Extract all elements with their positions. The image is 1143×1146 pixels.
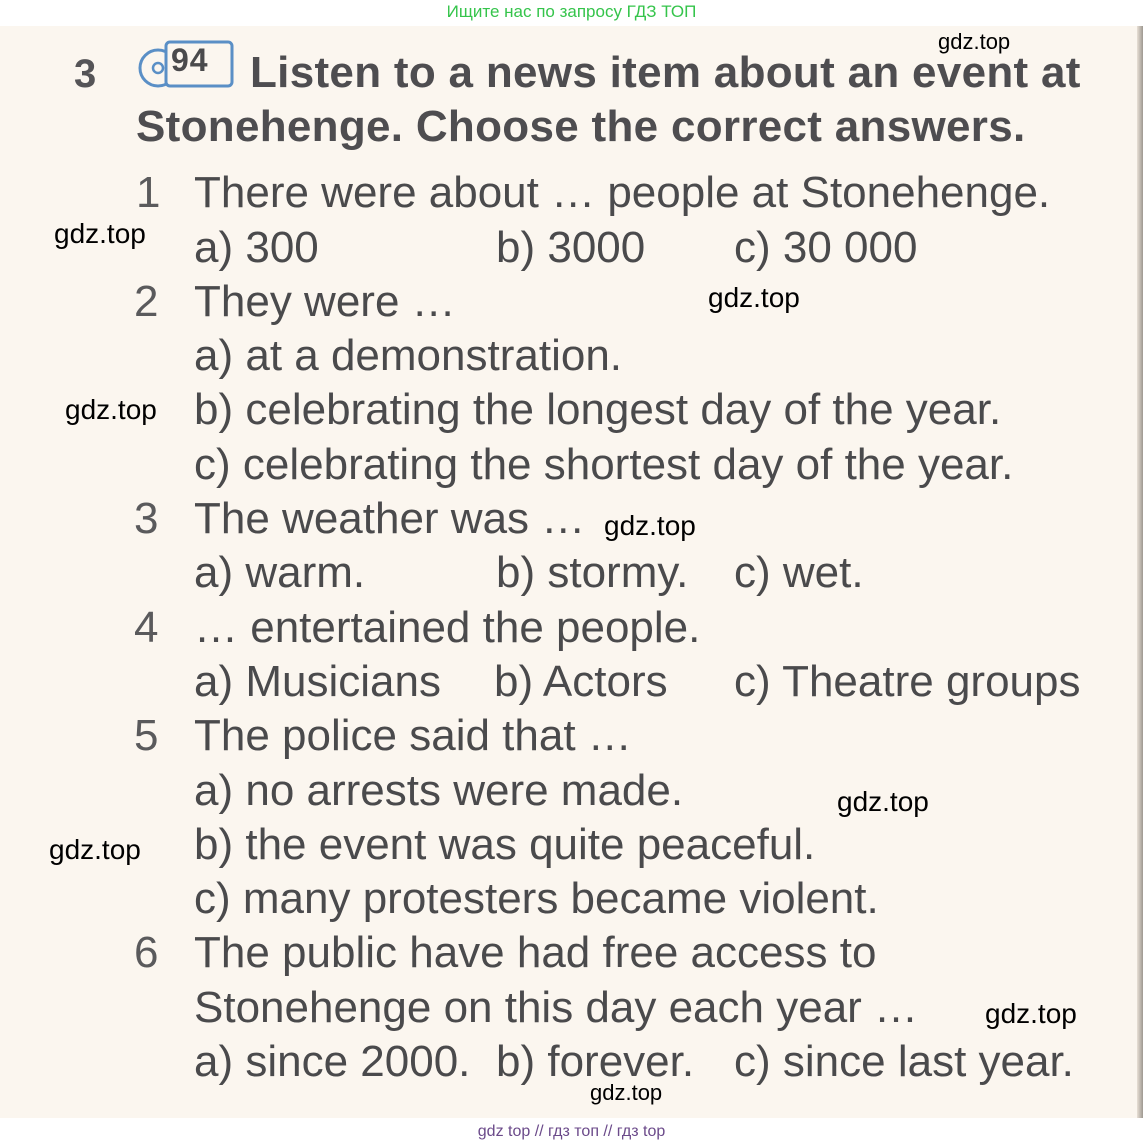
watermark: gdz.top xyxy=(985,998,1077,1029)
option-a: a) Musicians xyxy=(194,657,441,706)
option-c: c) many protesters became violent. xyxy=(194,874,879,923)
option-b: b) celebrating the longest day of the year. xyxy=(194,385,1002,434)
question-text: They were … xyxy=(194,277,456,326)
question-number: 3 xyxy=(134,494,159,543)
watermark: gdz.top xyxy=(604,510,696,541)
option-c: c) wet. xyxy=(734,548,864,597)
watermark: gdz.top xyxy=(837,786,929,817)
watermark: gdz.top xyxy=(54,218,146,249)
option-a: a) 300 xyxy=(194,223,319,272)
option-b: b) Actors xyxy=(494,657,668,706)
option-b: b) forever. xyxy=(496,1037,695,1086)
question-number: 2 xyxy=(134,277,159,326)
exercise-title-line-1: Listen to a news item about an event at xyxy=(250,48,1081,97)
top-banner[interactable]: Ищите нас по запросу ГДЗ ТОП xyxy=(446,2,697,21)
question-number: 4 xyxy=(134,603,159,652)
question-text-line-1: The public have had free access to xyxy=(194,928,877,977)
exercise-title-line-2: Stonehenge. Choose the correct answers. xyxy=(136,102,1026,151)
question-number: 5 xyxy=(134,711,159,760)
option-c: c) since last year. xyxy=(734,1037,1074,1086)
question-text: The weather was … xyxy=(194,494,586,543)
option-b: b) 3000 xyxy=(496,223,646,272)
question-text: The police said that … xyxy=(194,711,632,760)
watermark: gdz.top xyxy=(938,29,1011,54)
question-text: There were about … people at Stonehenge. xyxy=(194,168,1051,217)
watermark: gdz.top xyxy=(49,834,141,865)
option-a: a) at a demonstration. xyxy=(194,331,623,380)
option-c: c) Theatre groups xyxy=(734,657,1081,706)
page-edge xyxy=(1137,26,1143,1118)
option-c: c) celebrating the shortest day of the year. xyxy=(194,440,1014,489)
option-b: b) stormy. xyxy=(496,548,689,597)
option-a: a) no arrests were made. xyxy=(194,766,684,815)
option-a: a) warm. xyxy=(194,548,366,597)
option-b: b) the event was quite peaceful. xyxy=(194,820,816,869)
footer-links[interactable]: gdz top // гдз топ // гдз top xyxy=(0,1118,1143,1146)
watermark: gdz.top xyxy=(590,1080,663,1105)
option-c: c) 30 000 xyxy=(734,223,918,272)
watermark: gdz.top xyxy=(708,282,800,313)
question-number: 1 xyxy=(136,168,161,217)
question-text-line-2: Stonehenge on this day each year … xyxy=(194,983,919,1032)
exercise-number: 3 xyxy=(74,52,97,96)
question-text: … entertained the people. xyxy=(194,603,701,652)
option-a: a) since 2000. xyxy=(194,1037,471,1086)
watermark: gdz.top xyxy=(65,394,157,425)
cd-track-badge xyxy=(136,40,236,88)
question-number: 6 xyxy=(134,928,159,977)
cd-track-number: 94 xyxy=(171,42,209,78)
